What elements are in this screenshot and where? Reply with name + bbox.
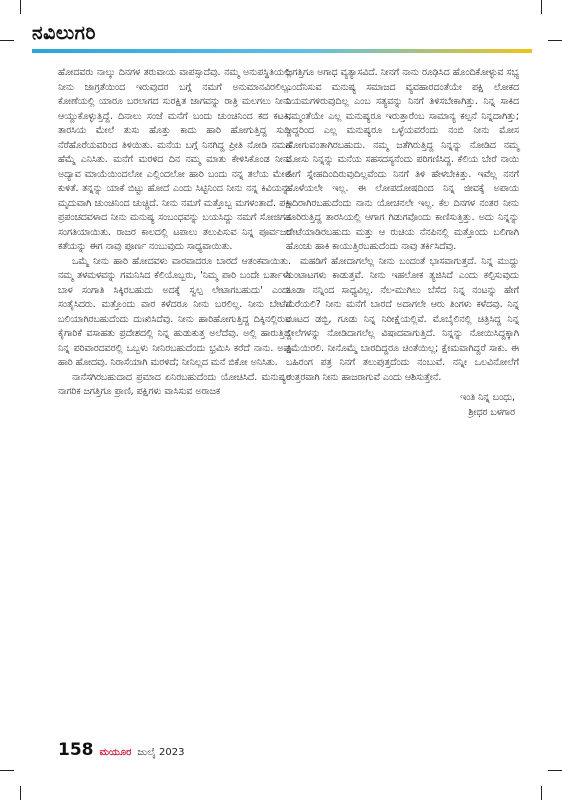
author-name: ಶ್ರೀಧರ ಬಳಗಾರ (468, 406, 515, 418)
paragraph: ಮಹಡಿಗೆ ಹೋದಾಗಲೆಲ್ಲ ನೀನು ಬಂದಂತೆ ಭಾಸವಾಗುತ್ತದೆ. ನಿನ್ನ ಮುದ್ದು ತುಂಟಾಟಗಳು ಕಾಡುತ್ತವೆ. ನೀನು ಇಹಲೋಕ ತ್ಯಜಿಸಿದೆ ಎಂದು ಕಲ್ಪಿಸುವುದು ಕೂಡಾ ನನ್ನಿಂದ ಸಾಧ್ಯವಿಲ್ಲ. ನೆಲ-ಮುಗಿಲು ಬೆಸೆದ ನಿನ್ನ ನಂಟನ್ನು ಹೇಗೆ ಮರೆಯಲಿ? ನೀನು ಮನೆಗೆ ಬಾರದೆ ಅದಾಗಲೇ ಆರು ತಿಂಗಳು ಕಳೆದವು. ನಿನ್ನ ಊಟದ ಡಬ್ಬಿ, ಗೂಡು ನಿನ್ನ ನಿರೀಕ್ಷೆಯಲ್ಲಿವೆ. ಮೊಬೈಲಿನಲ್ಲಿ ಚಿತ್ರಿಸಿದ್ದ ನಿನ್ನ ಲೀಲೆಗಳನ್ನು ನೋಡಿದಾಗಲೆಲ್ಲ ವಿಷಾದವಾಗುತ್ತಿದೆ. ನಿನ್ನನ್ನು ನೋಯಿಸಿದ್ದಕ್ಕಾಗಿ ಕ್ಷಮೆಯಿರಲಿ. ನೀನೊಮ್ಮೆ ಬಾರದಿದ್ದರೂ ಚಿಂತೆಯಿಲ್ಲ; ಕ್ಷೇಮವಾಗಿದ್ದರೆ ಸಾಕು. ಈ ಬಹಿರಂಗ ಪತ್ರ ನಿನಗೆ ತಲುಪುತ್ತದೆಂದು ನಂಬುವೆ. ನನ್ನೀ ಒಲವಿನೋಲೆಗೆ ಉತ್ತರವಾಗಿ ನೀನು ಹಾಜರಾಗುವೆ ಎಂದು ಆಶಿಸುತ್ತೇನೆ. (286, 255, 519, 383)
page-header (32, 22, 532, 56)
paragraph: ಒಮ್ಮೆ ನೀನು ಹಾರಿ ಹೋದವಳು ವಾರವಾದರೂ ಬಾರದೆ ಆತಂಕವಾಯಿತು. ನಮ್ಮ ತಳಮಳವನ್ನು ಗಮನಿಸಿದ ಕೆಲಿಯೊಬ್ಬರು, 'ನಿಮ್ಮ ಪಾರಿ ಬಂದೇ ಬರ್ತಾಳೆ. ಬಾಳ ಸಂಗಾತಿ ಸಿಕ್ಕಿರಬಹುದು ಅದಕ್ಕೆ ಸ್ವಲ್ಪ ಲೇಟಾಗಬಹುದು' ಎಂದು ಸಂತೈಸಿದರು. ಮತ್ತೊಂದು ವಾರ ಕಳೆದರೂ ನೀನು ಬರಲಿಲ್ಲ. ನೀನು ಬೇಟೆಗೆ ಬಲಿಯಾಗಿರಬಹುದೆಂದು ದುಃಖಿಸಿದೆವು. ನೀನು ಹಾರಿಹೋಗುತ್ತಿದ್ದ ದಿಕ್ಕಿನಲ್ಲಿರುವ ಕೈಗಾರಿಕೆ ವಸಾಹತು ಪ್ರದೇಶದಲ್ಲಿ ನಿನ್ನ ಹುಡುಕುತ್ತ ಅಲೆದೆವು. ಅಲ್ಲಿ ಹಾರುತ್ತಿದ್ದ ನಿನ್ನ ಪರಿವಾರದವರಲ್ಲಿ ಒಬ್ಬಳು ನೀನಿರಬಹುದೆಂದು ಭ್ರಮಿಸಿ ಕರೆದೆ ನಾನು. ಅವು ಹಾರಿ ಹೋದವು. ನಿರಾಸೆಯಾಗಿ ಮರಳಿದೆ; ನೀನಿಲ್ಲದ ಮನೆ ಬಿಕೋ ಅನಿಸಿತು. (58, 255, 291, 368)
right-column (286, 66, 519, 420)
closing-line: ಇಂತಿ ನಿನ್ನ ಬಂಧು, (460, 392, 515, 403)
paragraph: ಜಗತ್ತಿಗೂ ಅಗಾಧ ವ್ಯತ್ಯಾಸವಿದೆ. ನೀನಗೆ ನಾನು ರೂಢಿಸಿದ ಹೊಂದಿಕೋಳ್ಳುವ ಸಭ್ಯ ಎಂದೆನಿಸುವ ಮನುಷ್ಯ ಸಮಾಜದ ವ್ಯವಹಾರದಂತೆಯೇ ಪಕ್ಷಿ ಲೋಕದ ನಿಯಮಗಳಿರುವುದಿಲ್ಲ ಎಂಬ ಸತ್ಯವನ್ನು ನಿನಗೆ ತಿಳಿಸಬೇಕಾಗಿತ್ತು. ನಿನ್ನ ಸಾಕಿದ ನಮ್ಮಂತೆಯೇ ಎಲ್ಲ ಮನುಷ್ಯರೂ ಇರುತ್ತಾರೆಂಬ ಸಾಮಾನ್ಯ ಕಲ್ಪನೆ ನಿನ್ನದಾಗಿತ್ತು; ಅದ್ದರಿಂದ ಎಲ್ಲ ಮನುಷ್ಯರೂ ಒಳ್ಳೆಯವರೆಂದು ನಂಬಿ ನೀನು ಮೋಸ ಹೋಗುವಂತಾಗಿರಬಹುದು. ನಮ್ಮ ಜತೆಗಿರುತ್ತಿದ್ದ ನಿನ್ನನ್ನು ನೋಡಿದ ನಮ್ಮ ಮೋಸು ನಿನ್ನನ್ನು ಮನೆಯ ಸಹಸದಸ್ಯನೆಂದು ಪರಿಗಣಿಸಿದ್ದ. ಕೆಲಿಯ ಬೇರೆ ನಾಯಿ ಹೀಗೆ ಸ್ನೇಹದಿಂದಿರುವುದಿಲ್ಲವೆಂದು ನಿನಗೆ ತಿಳಿ ಹೇಳಬೇಕಿತ್ತು. ಇವೆಲ್ಲ ನನಗೆ ಹೊಳೆಯಲೇ ಇಲ್ಲ. ಈ ಲೋಪದೋಷದಿಂದ ನಿನ್ನ ಜೀವಕ್ಕೆ ಅಪಾಯ ಇದಿರಾಗಿರಬಹುದೆಂದು ನಾನು ಯೋಚನಲೇ ಇಲ್ಲ. ಕೆಲ ದಿನಗಳ ನಂತರ ನೀನು ಕೂರಿರುತ್ತಿದ್ದ ತಾರಸಿಯಲ್ಲಿ ಆಗಾಗ ಗಿಡುಗವೊಂದು ಕಾಣಿಸುತ್ತಿತ್ತು. ಅದು ನಿನ್ನನ್ನು ಬೇಟೆಯಾಡಿರಬಹುದು ಮತ್ತು ಆ ರುಚಿಯ ನೆನಪಿನಲ್ಲಿ ಮತ್ತೊಂದು ಬಲಿಗಾಗಿ ಹೊಂಚು ಹಾಕಿ ಕಾಯುತ್ತಿರಬಹುದೆಂದು ನಾವು ತರ್ಕಿಸಿದೆವು. (286, 67, 519, 252)
crop-mark (20, 0, 21, 14)
crop-mark (541, 0, 542, 14)
crop-mark (0, 40, 14, 41)
page-number: 158 (58, 740, 94, 760)
crop-mark (20, 786, 21, 800)
signoff (286, 391, 519, 420)
left-column (58, 66, 291, 400)
page-footer (58, 740, 184, 762)
crop-mark (0, 770, 14, 771)
crop-mark (548, 40, 562, 41)
crop-mark (541, 786, 542, 800)
section-title: ನವಿಲುಗರಿ (32, 22, 96, 44)
magazine-logo: ಮಯೂರ (99, 747, 132, 758)
header-rule (32, 49, 532, 53)
paragraph: ನಾನೆಸಗಿರಬಹುದಾದ ಪ್ರಮಾದ ಏನಿರಬಹುದೆಂದು ಯೋಚಿಸಿದೆ. ಮನುಷ್ಯರ ನಾಗರಿಕ ಜಗತ್ತಿಗೂ ಪ್ರಾಣಿ, ಪಕ್ಷಿಗಳು ವಾಸಿಸುವ ಅರಾಜಕ (58, 371, 291, 397)
crop-mark (548, 770, 562, 771)
issue-date: ಜುಲೈ 2023 (137, 747, 185, 758)
paragraph: ಹೋದವರು ನಾಲ್ಕು ದಿನಗಳ ತರುವಾಯ ವಾಪಸ್ಸಾದೆವು. ನಮ್ಮ ಅನುಪಸ್ಥಿತಿಯಲ್ಲಿ ನೀನು ಜಾಗ್ರತೆಯಿಂದ ಇರುವುದರ ಬಗ್ಗೆ ನಮಗೆ ಅನುಮಾನವಿರಲಿಲ್ಲ. ಕೋಣೆಯಲ್ಲಿ ಯಾರೂ ಬರಲಾಗದ ಸುರಕ್ಷಿತ ಜಾಗವನ್ನು ರಾತ್ರಿ ಮಲಗಲು ನೀನು ಆಯ್ದುಕೊಳ್ಳುತ್ತಿದ್ದೆ. ದಿನಾಲು ಸಂಜೆ ಮನೆಗೆ ಬಂದು ಚುಂಚಿನಿಂದ ಕದ ಕಟಕಿ, ತಾರಸಿಯ ಮೇಲೆ ತುಸು ಹೊತ್ತು ಕಾದು ಹಾರಿ ಹೋಗುತ್ತಿದ್ದ ಸುದ್ದಿ ನೆರೆಹೊರೆಯವರಿಂದ ತಿಳಿಯಿತು. ಮನೆಯ ಬಗ್ಗೆ ನಿನಗಿದ್ದ ಪ್ರೀತಿ ನೋಡಿ ನಮಗೆ ಹೆಮ್ಮೆ ಎನಿಸಿತು. ಮನೆಗೆ ಮರಳಿದ ದಿನ ನಮ್ಮ ಮಾತು ಕೇಳಿಸಿಕೊಂಡ ನೀನು ಅದ್ಯಾವ ಮಾಯೆಯಿಂದಲೋ ಎಲ್ಲಿಂದಲೋ ಹಾರಿ ಬಂದು ನನ್ನ ತಲೆಯ ಮೇಲೆ ಕುಳಿತೆ. ತನ್ನನ್ನು ಯಾಕೆ ಬಿಟ್ಟು ಹೋದೆ ಎಂದು ಸಿಟ್ಟಿನಿಂದ ನೀನು ನನ್ನ ಕಿವಿಯನ್ನು ಮೃದುವಾಗಿ ಚುಂಚಿನಿಂದ ಚುಚ್ಚಿದೆ. ನೀನು ನಮಗೆ ಮತ್ತೊಬ್ಬ ಮಗಳಂತಾದೆ. ಪಕ್ಷಿ ಪ್ರಪಂಚದವಳಾದ ನೀನು ಮನುಷ್ಯ ಸಂಬಂಧವನ್ನು ಬಯಸಿದ್ದು ನಮಗೆ ಸೋಜಿಗದ ಸಂಗತಿಯಾಯಿತು. ರಾಜರ ಕಾಲದಲ್ಲಿ ಟಪಾಲು ತಲುಪಿಸುವ ನಿನ್ನ ಪೂರ್ವಜರ ಕತೆಯನ್ನು ಈಗ ನಾವು ಪೂರ್ಣ ನಂಬುವುದು ಸಾಧ್ಯವಾಯಿತು. (58, 67, 291, 252)
